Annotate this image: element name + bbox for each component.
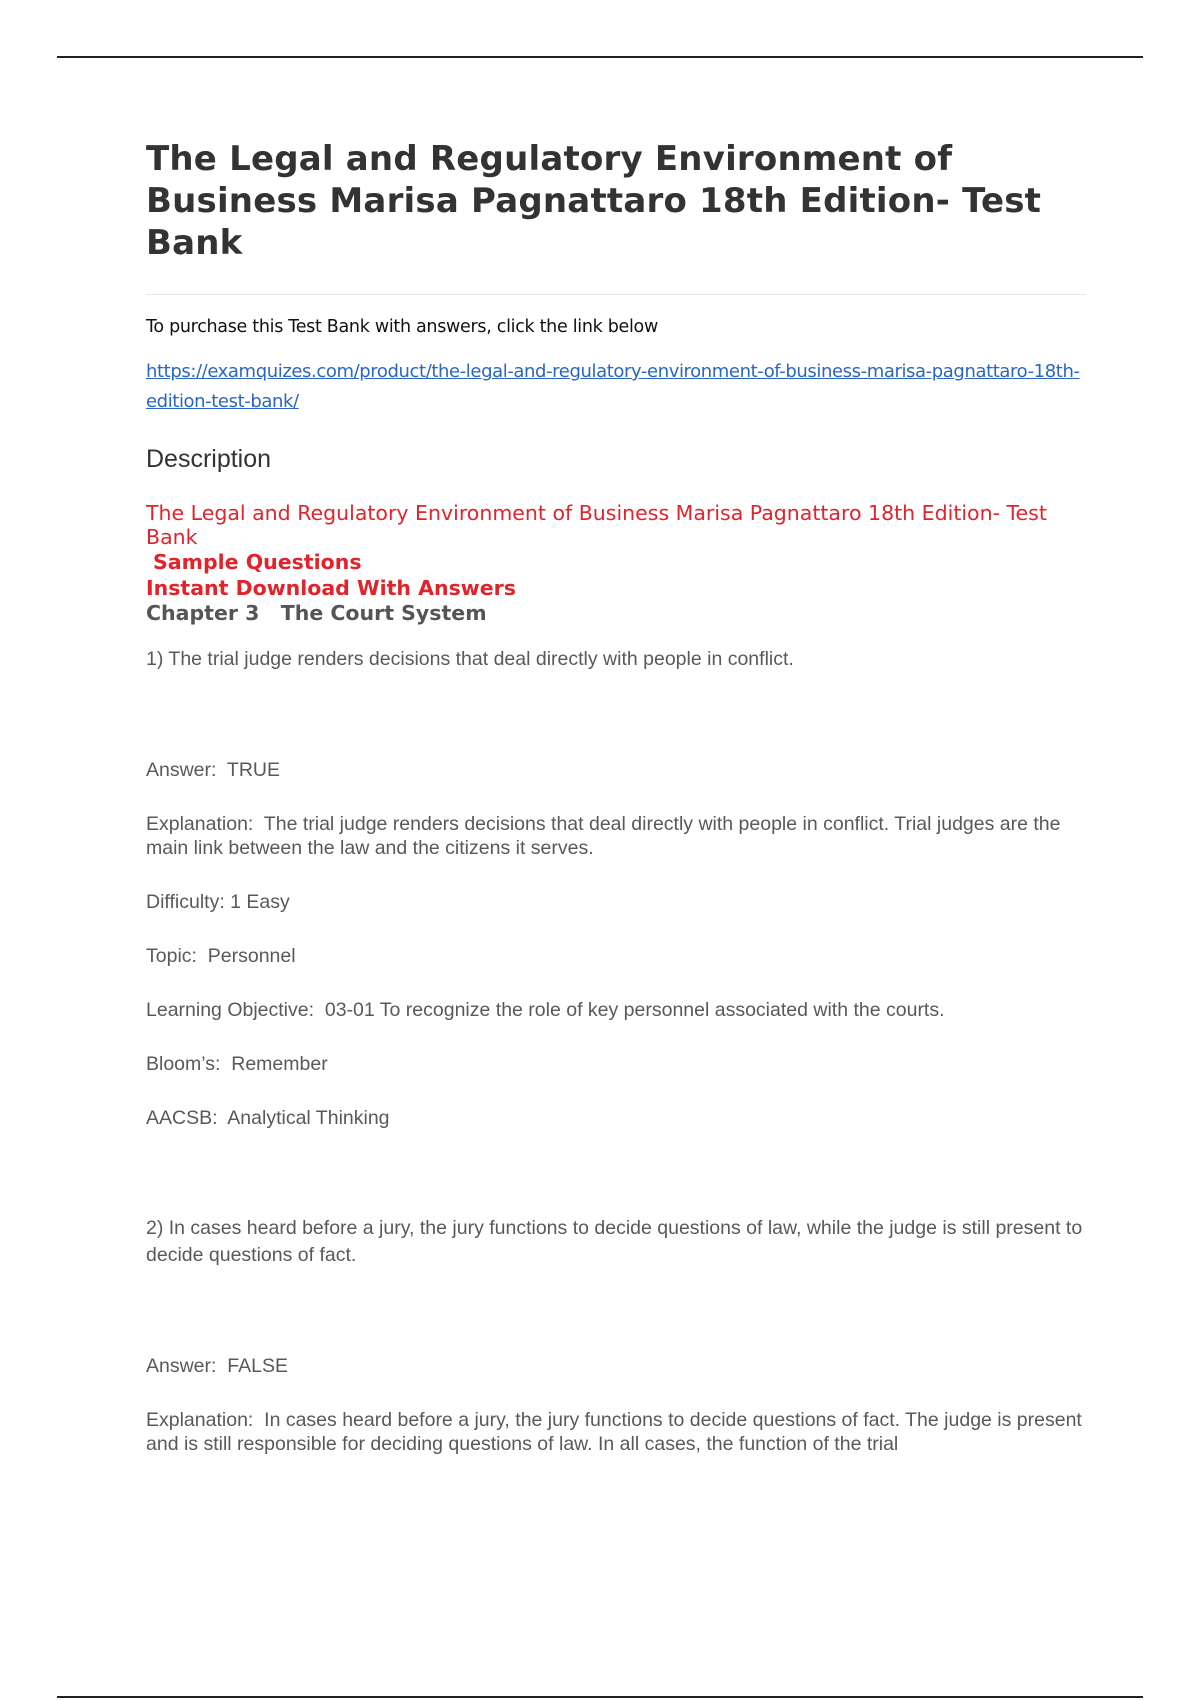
question-2-answer: Answer: FALSE xyxy=(146,1355,288,1377)
question-1-difficulty: Difficulty: 1 Easy xyxy=(146,891,290,913)
question-2-text: 2) In cases heard before a jury, the jury functions to decide questions of law, while the judge is still present to decide questions of fact. xyxy=(146,1217,1083,1266)
purchase-link[interactable]: https://examquizes.com/product/the-legal-and-regulatory-environment-of-business-marisa-pagnattaro-18th-edition-test-bank/ xyxy=(146,361,1080,412)
question-1-text: 1) The trial judge renders decisions that deal directly with people in conflict. xyxy=(146,648,794,670)
question-1-topic: Topic: Personnel xyxy=(146,945,296,967)
chapter-heading: Chapter 3 The Court System xyxy=(146,601,487,625)
question-2-explanation: Explanation: In cases heard before a jury, the jury functions to decide questions of fact. The judge is present and is still responsible for deciding questions of law. In all cases, the function of the trial xyxy=(146,1409,1088,1455)
question-1-blooms: Bloom’s: Remember xyxy=(146,1053,328,1075)
description-heading: Description xyxy=(146,445,272,473)
question-1-aacsb: AACSB: Analytical Thinking xyxy=(146,1107,390,1129)
top-rule xyxy=(57,56,1143,58)
bottom-rule xyxy=(57,1696,1143,1698)
page-title: The Legal and Regulatory Environment of Business Marisa Pagnattaro 18th Edition- Test Bank xyxy=(146,139,1042,263)
question-1-learning-objective: Learning Objective: 03-01 To recognize the role of key personnel associated with the courts. xyxy=(146,999,945,1021)
title-divider xyxy=(146,294,1086,295)
question-1-explanation: Explanation: The trial judge renders decisions that deal directly with people in conflict. Trial judges are the main link between the law and the citizens it serves. xyxy=(146,813,1066,859)
purchase-instruction: To purchase this Test Bank with answers, click the link below xyxy=(146,317,658,337)
sample-questions-label: Sample Questions xyxy=(153,550,362,574)
document-body xyxy=(146,138,1086,1456)
description-title: The Legal and Regulatory Environment of Business Marisa Pagnattaro 18th Edition- Test Bank xyxy=(146,501,1047,549)
instant-download-label: Instant Download With Answers xyxy=(146,576,516,600)
question-1-answer: Answer: TRUE xyxy=(146,759,281,781)
